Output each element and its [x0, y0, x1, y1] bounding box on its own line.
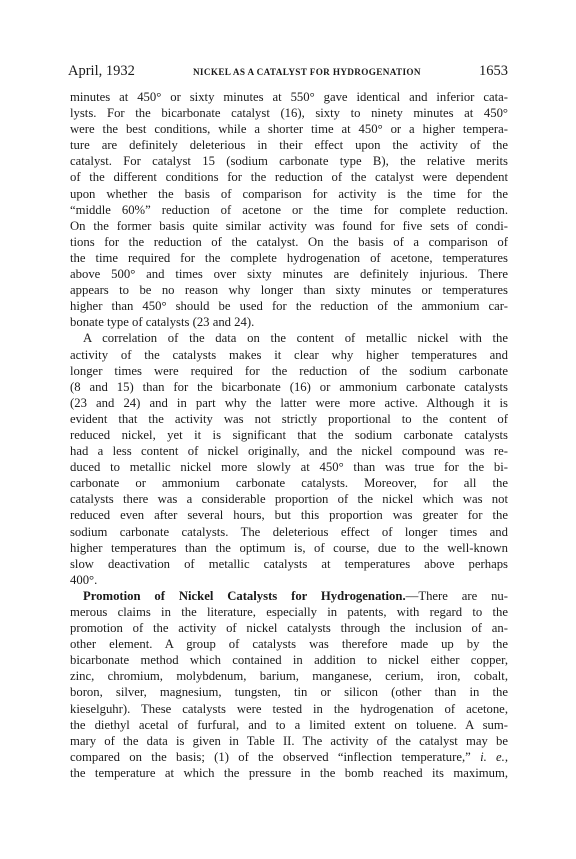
text-line: tions for the reduction of the catalyst. On the basis of a comparison of [70, 234, 508, 249]
text-line: lysts. For the bicarbonate catalyst (16), sixty to ninety minutes at 450° [70, 106, 508, 121]
text-line: other element. A group of catalysts was therefore made up by the [70, 637, 508, 652]
text-line: catalysts there was a considerable proportion of the nickel which was not [70, 492, 508, 507]
paragraph-3 [70, 588, 508, 781]
text-line: (8 and 15) than for the bicarbonate (16) or ammonium carbonate catalysts [70, 379, 508, 394]
text-line: bonate type of catalysts (23 and 24). [70, 315, 255, 330]
text-line: carbonate or ammonium carbonate catalysts. Moreover, for all the [70, 476, 508, 491]
text-line: promotion of the activity of nickel catalysts through the inclusion of an- [70, 621, 508, 636]
text-line: had a less content of nickel originally, and the nickel compound was re- [70, 444, 508, 459]
text-line: minutes at 450° or sixty minutes at 550° gave identical and inferior cata- [70, 90, 508, 104]
text-line: 400°. [70, 572, 98, 587]
text-line: ture are definitely deleterious in their effect upon the activity of the [70, 138, 508, 153]
text-line: reduced nickel, yet it is significant that the sodium carbonate catalysts [70, 427, 508, 442]
text-line: the diethyl acetal of furfural, and to a limited extent on toluene. A sum- [70, 717, 508, 732]
italic-abbreviation: i. e., [480, 749, 508, 764]
body-text [70, 89, 508, 781]
heading-line-rest: —There are nu- [405, 588, 508, 603]
text-line: kieselguhr). These catalysts were tested in the hydrogenation of acetone, [70, 701, 508, 716]
text-line: sodium carbonate catalysts. The deleterious effect of longer times and [70, 524, 508, 539]
text-line [70, 588, 508, 604]
text-line: boron, silver, magnesium, tungsten, tin or silicon (other than in the [70, 685, 508, 700]
text-span: compared on the basis; (1) of the observed “inflection temperature,” [70, 749, 471, 764]
text-line: of the different conditions for the reduction of the catalyst were dependent [70, 170, 508, 185]
text-line [70, 749, 508, 765]
text-line: the time required for the complete hydrogenation of acetone, temperatures [70, 250, 508, 265]
header-title: NICKEL AS A CATALYST FOR HYDROGENATION [192, 67, 421, 77]
text-line: merous claims in the literature, especially in patents, with regard to the [70, 605, 508, 619]
header-date: April, 1932 [68, 63, 135, 79]
paragraph-1 [70, 89, 508, 330]
text-line: “middle 60%” reduction of acetone or the time for complete reduction. [70, 202, 508, 217]
text-line: longer times were required for the reduction of the sodium carbonate [70, 363, 508, 378]
text-line: higher than 450° should be used for the reduction of the ammonium car- [70, 299, 508, 314]
text-line: (23 and 24) and in part why the latter were more active. Although it is [70, 395, 508, 410]
text-line: reduced even after several hours, but this proportion was greater for the [70, 508, 508, 523]
text-line: zinc, chromium, molybdenum, barium, manganese, cerium, iron, cobalt, [70, 669, 508, 684]
paragraph-2 [70, 330, 508, 588]
text-line: bicarbonate method which contained in addition to nickel either copper, [70, 653, 508, 668]
section-heading: Promotion of Nickel Catalysts for Hydrogenation. [83, 588, 406, 603]
text-line: the temperature at which the pressure in the bomb reached its maximum, [70, 765, 508, 780]
text-line: catalyst. For catalyst 15 (sodium carbonate type B), the relative merits [70, 154, 508, 169]
text-line: upon whether the basis of comparison for activity is the time for the [70, 186, 508, 201]
text-line: slow deactivation of metallic catalysts at temperatures above perhaps [70, 556, 508, 571]
text-line: were the best conditions, while a shorter time at 450° or a higher tempera- [70, 122, 508, 137]
text-line: higher temperatures than the optimum is, of course, due to the well-known [70, 540, 508, 555]
text-line: above 500° and times over sixty minutes are definitely injurious. There [70, 267, 508, 282]
text-line: A correlation of the data on the content of metallic nickel with the [83, 331, 508, 346]
text-line: duced to metallic nickel more slowly at 450° than was true for the bi- [70, 460, 508, 475]
text-line: evident that the activity was not strictly proportional to the content of [70, 411, 508, 426]
running-header [68, 63, 508, 81]
text-line: On the former basis quite similar activity was found for five sets of condi- [70, 218, 508, 233]
text-line: activity of the catalysts makes it clear why higher temperatures and [70, 347, 508, 362]
text-line: appears to be no reason why longer than sixty minutes or temperatures [70, 283, 508, 298]
page-number: 1653 [479, 63, 508, 79]
text-line: mary of the data is given in Table II. The activity of the catalyst may be [70, 733, 508, 748]
